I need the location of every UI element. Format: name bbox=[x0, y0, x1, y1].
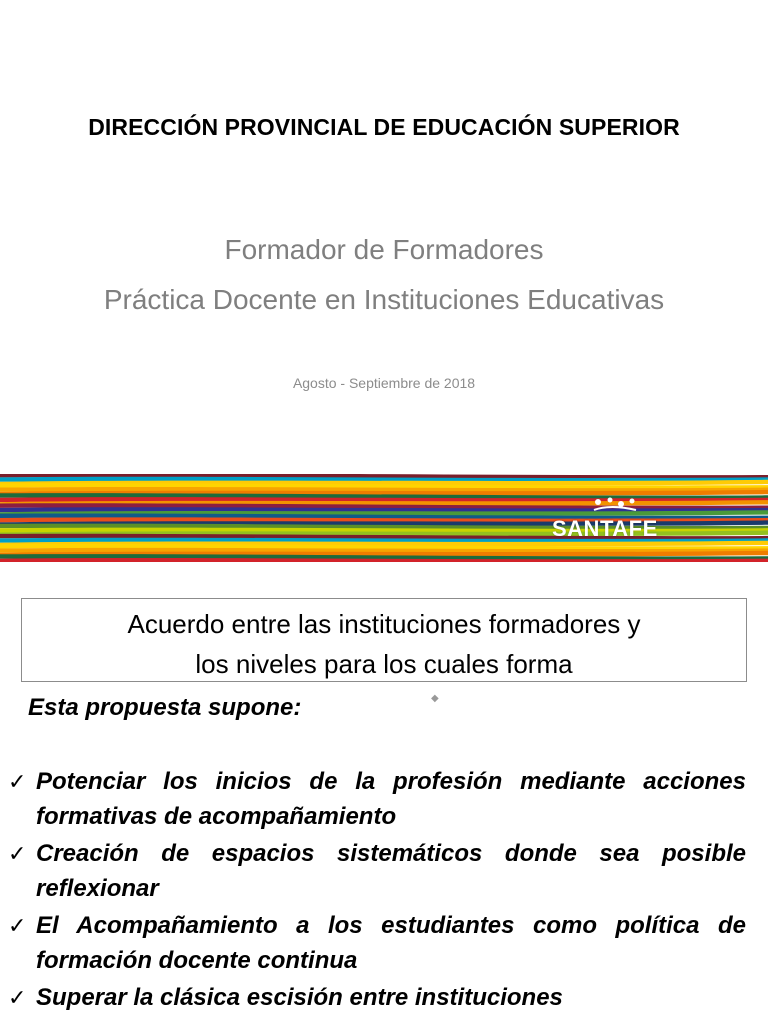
bullet-text: Creación de espacios sistemáticos donde sea posible reflexionar bbox=[36, 840, 746, 902]
main-title: DIRECCIÓN PROVINCIAL DE EDUCACIÓN SUPERIOR bbox=[88, 114, 680, 140]
santafe-logo: SANTAFE bbox=[552, 516, 658, 541]
date-text: Agosto - Septiembre de 2018 bbox=[292, 375, 476, 391]
bullet-text: Superar la clásica escisión entre instituciones bbox=[36, 984, 563, 1011]
decorative-dot: ◆ bbox=[431, 693, 439, 704]
checkmark-icon: ✓ bbox=[8, 913, 27, 938]
list-item bbox=[8, 836, 746, 906]
content-slide bbox=[0, 580, 768, 1024]
slide-title-line-2: los niveles para los cuales forma bbox=[195, 649, 573, 679]
subtitle-line-1: Formador de Formadores bbox=[224, 234, 544, 265]
santafe-logo-mark bbox=[590, 496, 640, 516]
checkmark-icon: ✓ bbox=[8, 841, 27, 866]
subtitle-line-2: Práctica Docente en Instituciones Educativas bbox=[103, 284, 665, 315]
checkmark-icon: ✓ bbox=[8, 769, 27, 794]
list-item bbox=[8, 764, 746, 834]
slide-title-line-1: Acuerdo entre las instituciones formadores y bbox=[127, 609, 641, 639]
bullet-list bbox=[8, 764, 746, 1017]
intro-text: Esta propuesta supone: bbox=[28, 694, 302, 721]
checkmark-icon: ✓ bbox=[8, 985, 27, 1010]
list-item bbox=[8, 980, 746, 1015]
bullet-text: El Acompañamiento a los estudiantes como política de formación docente continua bbox=[36, 912, 746, 974]
bullet-text: Potenciar los inicios de la profesión mediante acciones formativas de acompañamiento bbox=[36, 768, 746, 830]
slide-title-box bbox=[21, 598, 747, 682]
list-item bbox=[8, 908, 746, 978]
